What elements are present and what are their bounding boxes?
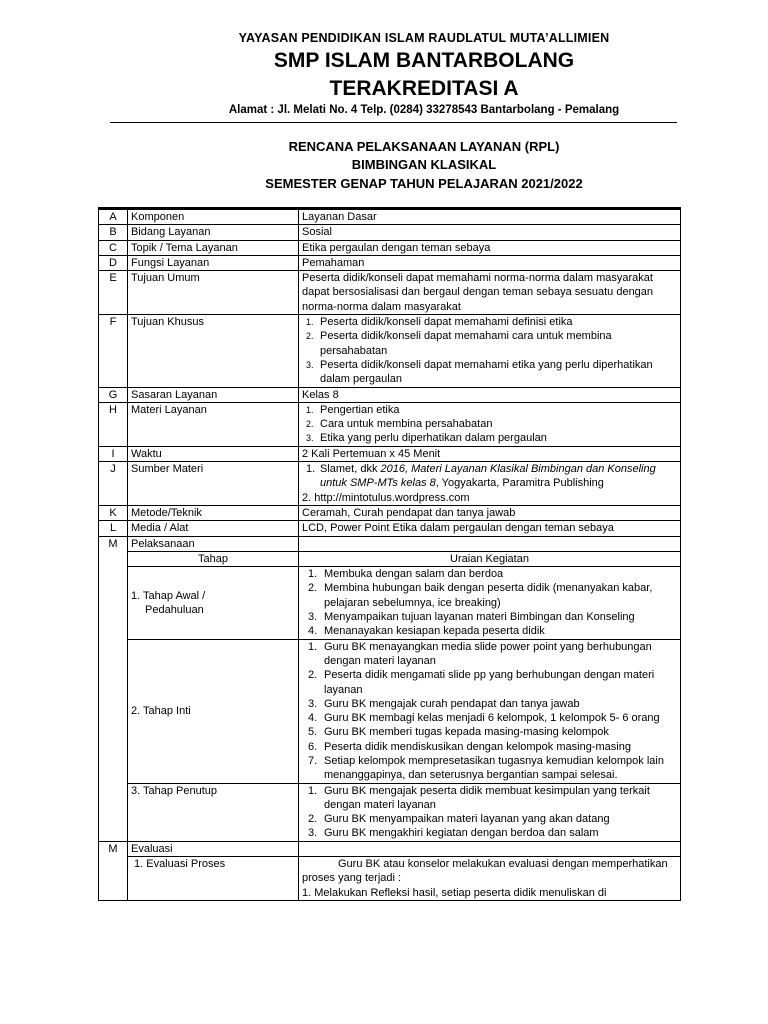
row-letter: K	[99, 505, 128, 520]
objectives-list	[302, 315, 677, 386]
list-item: 6. Peserta didik mendiskusikan dengan kelompok masing-masing	[308, 740, 631, 753]
doc-subtitle: BIMBINGAN KLASIKAL	[351, 157, 497, 172]
materials-list	[302, 403, 677, 446]
table-row	[99, 315, 681, 387]
stage-activities	[299, 783, 681, 841]
row-letter: J	[99, 462, 128, 506]
table-row	[99, 240, 681, 255]
table-row	[99, 387, 681, 402]
row-label: Fungsi Layanan	[128, 255, 299, 270]
stage-header: Tahap	[128, 551, 299, 566]
list-item: 1. Membuka dengan salam dan berdoa	[308, 568, 504, 581]
row-label: Waktu	[128, 446, 299, 461]
row-letter: M	[99, 841, 128, 900]
table-row	[99, 857, 681, 901]
list-item: 2. Peserta didik/konseli dapat memahami cara untuk membina persahabatan	[306, 330, 612, 357]
list-item: 4. Menanayakan kesiapan kepada peserta didik	[308, 625, 545, 638]
table-row	[99, 255, 681, 270]
school-name: SMP ISLAM BANTARBOLANG	[273, 49, 575, 72]
stage-name: 1. Evaluasi Proses	[128, 857, 299, 901]
row-value	[299, 536, 681, 551]
row-label: Topik / Tema Layanan	[128, 240, 299, 255]
list-item: 2. Guru BK menyampaikan materi layanan yang akan datang	[308, 813, 610, 826]
list-item: 4. Guru BK membagi kelas menjadi 6 kelompok, 1 kelompok 5- 6 orang	[308, 712, 660, 725]
row-value	[299, 315, 681, 387]
table-row	[99, 536, 681, 551]
row-value: LCD, Power Point Etika dalam pergaulan dengan teman sebaya	[299, 521, 681, 536]
row-letter: D	[99, 255, 128, 270]
table-row	[99, 841, 681, 856]
row-value	[299, 841, 681, 856]
row-label: Metode/Teknik	[128, 505, 299, 520]
list-item: 1. Peserta didik/konseli dapat memahami definisi etika	[306, 316, 573, 329]
sources-list	[302, 462, 677, 491]
list-item: 3. Guru BK mengakhiri kegiatan dengan berdoa dan salam	[308, 827, 599, 840]
table-row	[99, 225, 681, 240]
table-row	[99, 209, 681, 225]
row-label: Bidang Layanan	[128, 225, 299, 240]
table-row	[99, 462, 681, 506]
header-divider	[110, 122, 677, 123]
row-letter: B	[99, 225, 128, 240]
list-item: 1. Slamet, dkk 2016, Materi Layanan Klasikal Bimbingan dan Konseling untuk SMP-MTs kelas 8, Yogyakarta, Paramitra Publishing	[306, 463, 656, 490]
row-letter: L	[99, 521, 128, 536]
list-item: 3. Menyampaikan tujuan layanan materi Bimbingan dan Konseling	[308, 611, 635, 624]
table-row	[99, 639, 681, 783]
row-value: Sosial	[299, 225, 681, 240]
activity-list	[302, 567, 677, 638]
stage-activities	[299, 639, 681, 783]
table-row	[99, 505, 681, 520]
row-label: Tujuan Khusus	[128, 315, 299, 387]
doc-semester: SEMESTER GENAP TAHUN PELAJARAN 2021/2022	[265, 176, 583, 191]
row-letter: C	[99, 240, 128, 255]
list-item: 5. Guru BK memberi tugas kepada masing-masing kelompok	[308, 726, 609, 739]
activity-header: Uraian Kegiatan	[299, 551, 681, 566]
row-value: 2 Kali Pertemuan x 45 Menit	[299, 446, 681, 461]
list-item: 1. Guru BK mengajak peserta didik membuat kesimpulan yang terkait dengan materi layanan	[308, 784, 650, 811]
row-label: Pelaksanaan	[128, 536, 299, 551]
source-link: 2. http://mintotulus.wordpress.com	[302, 491, 470, 504]
foundation-name: YAYASAN PENDIDIKAN ISLAM RAUDLATUL MUTA’ALLIMIEN	[238, 31, 610, 45]
row-value: Layanan Dasar	[299, 209, 681, 225]
stage-name: 2. Tahap Inti	[128, 639, 299, 783]
list-item: 3. Guru BK mengajak curah pendapat dan tanya jawab	[308, 697, 580, 710]
row-letter: E	[99, 271, 128, 315]
activity-list	[302, 640, 677, 783]
list-item: 2. Cara untuk membina persahabatan	[306, 418, 493, 431]
table-row	[99, 521, 681, 536]
row-letter: I	[99, 446, 128, 461]
stage-name: 3. Tahap Penutup	[128, 783, 299, 841]
doc-title: RENCANA PELAKSANAAN LAYANAN (RPL)	[288, 139, 560, 154]
row-value: Ceramah, Curah pendapat dan tanya jawab	[299, 505, 681, 520]
row-label: Sasaran Layanan	[128, 387, 299, 402]
list-item: 2. Peserta didik mengamati slide pp yang berhubungan dengan materi layanan	[308, 669, 655, 696]
row-label: Tujuan Umum	[128, 271, 299, 315]
row-value: Etika pergaulan dengan teman sebaya	[299, 240, 681, 255]
row-value: Kelas 8	[299, 387, 681, 402]
list-item: 7. Setiap kelompok mempresetasikan tugasnya kemudian kelompok lain menanggapinya, dan seterusnya bergantian sampai selesai.	[308, 754, 664, 782]
table-row	[99, 567, 681, 639]
table-row	[99, 551, 681, 566]
table-row	[99, 783, 681, 841]
list-item: 1. Guru BK menayangkan media slide power point yang berhubungan dengan materi layanan	[308, 640, 652, 667]
list-item: 2. Membina hubungan baik dengan peserta didik (menanyakan kabar, pelajaran sebelumnya, ice breaking)	[308, 582, 653, 609]
row-value: Peserta didik/konseli dapat memahami norma-norma dalam masyarakat dapat bersosialisasi dan bergaul dengan teman sebaya sesuatu dengan norma-norma dalam masyarakat	[299, 271, 681, 315]
school-address: Alamat : Jl. Melati No. 4 Telp. (0284) 33278543 Bantarbolang - Pemalang	[228, 104, 620, 116]
table-row	[99, 271, 681, 315]
row-label: Evaluasi	[128, 841, 299, 856]
stage-name: 1. Tahap Awal / Pedahuluan	[128, 567, 299, 639]
evaluation-process: Guru BK atau konselor melakukan evaluasi dengan memperhatikan proses yang terjadi : 1. Melakukan Refleksi hasil, setiap peserta didik menuliskan di	[299, 857, 681, 901]
row-value	[299, 402, 681, 446]
list-item: 3. Peserta didik/konseli dapat memahami etika yang perlu diperhatikan dalam pergaulan	[306, 358, 653, 386]
list-item: 3. Etika yang perlu diperhatikan dalam pergaulan	[306, 432, 547, 445]
list-item: 1. Pengertian etika	[306, 403, 400, 416]
row-value	[299, 462, 681, 506]
row-label: Media / Alat	[128, 521, 299, 536]
row-label: Materi Layanan	[128, 402, 299, 446]
row-value: Pemahaman	[299, 255, 681, 270]
stage-activities	[299, 567, 681, 639]
row-letter: A	[99, 209, 128, 225]
row-label: Sumber Materi	[128, 462, 299, 506]
activity-list	[302, 784, 677, 841]
row-letter: H	[99, 402, 128, 446]
table-row	[99, 402, 681, 446]
row-letter: G	[99, 387, 128, 402]
row-label: Komponen	[128, 209, 299, 225]
row-letter: M	[99, 536, 128, 841]
accreditation: TERAKREDITASI A	[329, 77, 519, 100]
rpl-table	[98, 207, 681, 901]
row-letter: F	[99, 315, 128, 387]
table-row	[99, 446, 681, 461]
